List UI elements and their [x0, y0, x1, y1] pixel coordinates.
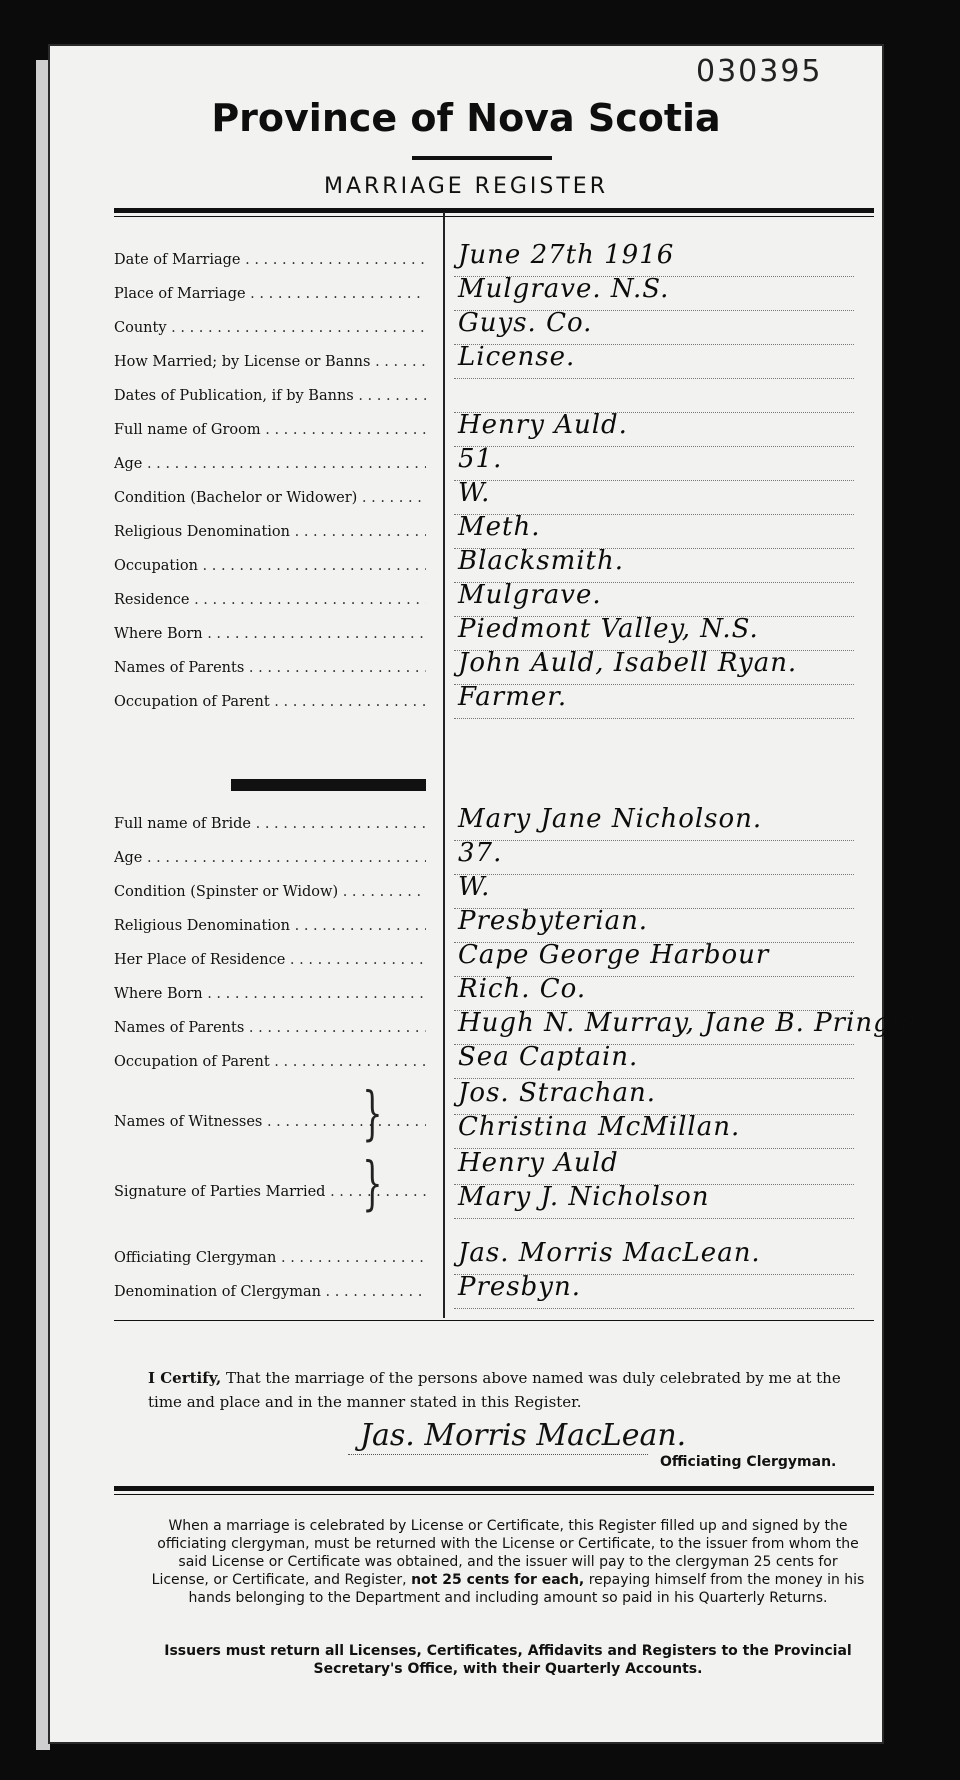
field-value: Mary J. Nicholson [458, 1182, 710, 1212]
title-underline [412, 156, 552, 160]
field-bride-name: Full name of Bride . . . Mary Jane Nicholson. [114, 810, 874, 844]
field-groom-condition: Condition (Bachelor or Widower) . . . W. [114, 484, 874, 518]
field-county: County . . . Guys. Co. [114, 314, 874, 348]
field-groom-parent-occupation: Occupation of Parent . . . Farmer. [114, 688, 874, 722]
field-value: W. [458, 478, 491, 508]
field-bride-where-born: Where Born . . . Rich. Co. [114, 980, 874, 1014]
field-value: Blacksmith. [458, 546, 625, 576]
field-place-of-marriage: Place of Marriage . . . Mulgrave. N.S. [114, 280, 874, 314]
field-value: Jos. Strachan. [458, 1078, 656, 1108]
clergy-signature: Jas. Morris MacLean. [360, 1418, 687, 1453]
document-number: 030395 [696, 54, 823, 89]
certify-lead: I Certify, [148, 1369, 222, 1387]
footer-divider-thin [114, 1494, 874, 1495]
field-value: Rich. Co. [458, 974, 587, 1004]
field-groom-age: Age . . . 51. [114, 450, 874, 484]
field-value: Farmer. [458, 682, 568, 712]
bride-section-divider [231, 779, 426, 791]
header-divider [114, 208, 874, 213]
field-value: W. [458, 872, 491, 902]
field-value: 51. [458, 444, 503, 474]
field-dates-of-publication: Dates of Publication, if by Banns . . . [114, 382, 874, 416]
field-witnesses: Names of Witnesses . . . [114, 1108, 874, 1142]
parties-brace: } [362, 1149, 383, 1217]
field-date-of-marriage: Date of Marriage . . . June 27th 1916 [114, 246, 874, 280]
field-value: Mulgrave. N.S. [458, 274, 670, 304]
signature-role: Officiating Clergyman. [660, 1454, 837, 1470]
field-value: Mulgrave. [458, 580, 602, 610]
field-bride-parent-occupation: Occupation of Parent . . . Sea Captain. [114, 1048, 874, 1082]
field-value: Sea Captain. [458, 1042, 639, 1072]
page-title: Province of Nova Scotia [211, 96, 721, 140]
field-groom-denomination: Religious Denomination . . . Meth. [114, 518, 874, 552]
field-groom-parents: Names of Parents . . . John Auld, Isabell Ryan. [114, 654, 874, 688]
field-value: Guys. Co. [458, 308, 593, 338]
field-how-married: How Married; by License or Banns . . . License. [114, 348, 874, 382]
field-clergy-denomination: Denomination of Clergyman . . . Presbyn. [114, 1278, 874, 1312]
certify-body: That the marriage of the persons above named was duly celebrated by me at the time and place and in the manner stated in this Register. [148, 1369, 841, 1411]
field-value: Henry Auld [458, 1148, 619, 1178]
field-value: License. [458, 342, 576, 372]
field-bride-residence: Her Place of Residence . . . Cape George Harbour [114, 946, 874, 980]
field-value: Cape George Harbour [458, 940, 770, 970]
signature-line [348, 1454, 648, 1455]
field-value: 37. [458, 838, 503, 868]
party-signature-2 [114, 1182, 874, 1222]
field-value: Jas. Morris MacLean. [458, 1238, 761, 1268]
field-bride-condition: Condition (Spinster or Widow) . . . W. [114, 878, 874, 912]
page-subtitle: MARRIAGE REGISTER [323, 174, 608, 199]
return-notice: When a marriage is celebrated by License or Certificate, this Register filled up and signed by the officiating clergyman, must be returned with the License or Certificate, to the issuer from whom the said License or Certificate was obtained, and the issuer will pay to the clergyman 25 cents for License, or Certificate, and Register, not 25 cents for each, repaying himself from the money in his hands belonging to the Department and including amount so paid in his Quarterly Returns. [151, 1518, 865, 1606]
field-officiating-clergyman: Officiating Clergyman . . . Jas. Morris MacLean. [114, 1244, 874, 1278]
certification-text [148, 1366, 868, 1414]
field-value: Presbyn. [458, 1272, 581, 1302]
field-bride-parents: Names of Parents . . . Hugh N. Murray, Jane B. Pringle. [114, 1014, 874, 1048]
field-groom-occupation: Occupation . . . Blacksmith. [114, 552, 874, 586]
field-value: June 27th 1916 [458, 240, 675, 270]
witnesses-brace: } [362, 1079, 383, 1147]
field-value: Hugh N. Murray, Jane B. Pringle. [458, 1008, 926, 1038]
field-groom-where-born: Where Born . . . Piedmont Valley, N.S. [114, 620, 874, 654]
issuers-notice: Issuers must return all Licenses, Certificates, Affidavits and Registers to the Provincial Secretary's Office, with their Quarterly Accounts. [164, 1643, 852, 1677]
field-bride-denomination: Religious Denomination . . . Presbyterian. [114, 912, 874, 946]
witness-2 [114, 1112, 874, 1152]
field-bride-age: Age . . . 37. [114, 844, 874, 878]
field-value: Presbyterian. [458, 906, 649, 936]
field-groom-residence: Residence . . . Mulgrave. [114, 586, 874, 620]
field-value: Piedmont Valley, N.S. [458, 614, 759, 644]
field-value: Meth. [458, 512, 541, 542]
field-value: John Auld, Isabell Ryan. [458, 648, 798, 678]
footer-divider [114, 1486, 874, 1491]
field-value: Mary Jane Nicholson. [458, 804, 763, 834]
field-groom-name: Full name of Groom . . . Henry Auld. [114, 416, 874, 450]
field-value: Henry Auld. [458, 410, 628, 440]
field-value: Christina McMillan. [458, 1112, 741, 1142]
field-parties-married: Signature of Parties Married . . . [114, 1178, 874, 1212]
header-divider-thin [114, 216, 874, 217]
body-divider [114, 1320, 874, 1321]
marriage-register-page [48, 44, 926, 1744]
